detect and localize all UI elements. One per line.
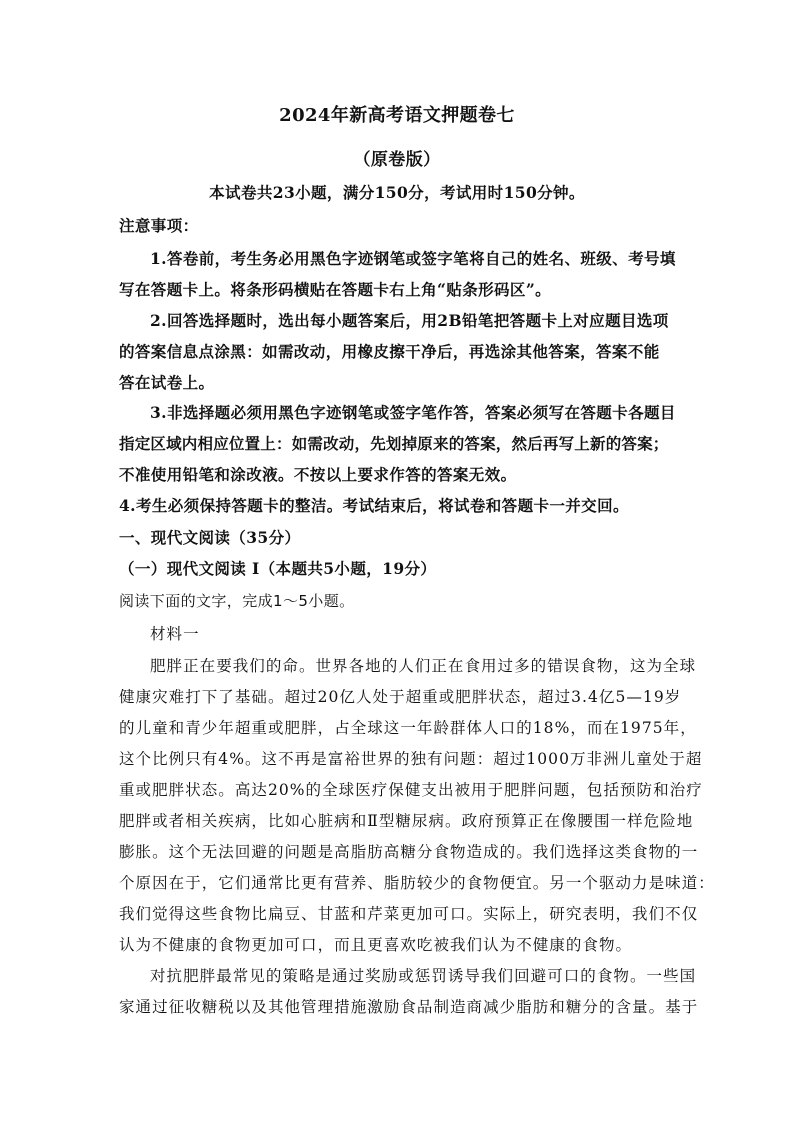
- passage-line: 健康灾难打下了基础。超过20亿人处于超重或肥胖状态，超过3.4亿5—19岁: [119, 688, 682, 706]
- passage-line: 肥胖正在要我们的命。世界各地的人们正在食用过多的错误食物，这为全球: [150, 657, 697, 675]
- subsection-heading: （一）现代文阅读 I（本题共5小题，19分）: [119, 559, 437, 578]
- note-line: 1.答卷前，考生务必用黑色字迹钢笔或签字笔将自己的姓名、班级、考号填: [150, 249, 676, 268]
- passage-line: 的儿童和青少年超重或肥胖，占全球这一年龄群体人口的18%，而在1975年，: [119, 719, 697, 737]
- exam-summary: 本试卷共23小题，满分150分，考试用时150分钟。: [209, 183, 585, 202]
- note-line: 4.考生必须保持答题卡的整洁。考试结束后，将试卷和答题卡一并交回。: [119, 496, 629, 515]
- passage-line: 认为不健康的食物更加可口，而且更喜欢吃被我们认为不健康的食物。: [119, 936, 633, 954]
- passage-line: 重或肥胖状态。高达20%的全球医疗保健支出被用于肥胖问题，包括预防和治疗: [119, 781, 703, 799]
- note-line: 写在答题卡上。将条形码横贴在答题卡右上角“贴条形码区”。: [119, 280, 552, 299]
- note-line: 指定区域内相应位置上：如需改动，先划掉原来的答案，然后再写上新的答案；: [119, 434, 669, 453]
- passage-line: 这个比例只有4%。这不再是富裕世界的独有问题：超过1000万非洲儿童处于超: [119, 750, 703, 768]
- reading-instruction: 阅读下面的文字，完成1～5小题。: [119, 592, 355, 610]
- page-title: 2024年新高考语文押题卷七: [279, 105, 515, 126]
- note-line: 不准使用铅笔和涂改液。不按以上要求作答的答案无效。: [119, 465, 517, 484]
- note-line: 的答案信息点涂黑：如需改动，用橡皮擦干净后，再选涂其他答案，答案不能: [119, 342, 660, 361]
- material-label: 材料一: [150, 625, 200, 643]
- page-subtitle: （原卷版）: [353, 150, 441, 170]
- passage-line: 膨胀。这个无法回避的问题是高脂肪高糖分食物造成的。我们选择这类食物的一: [119, 843, 699, 861]
- passage-line: 我们觉得这些食物比扁豆、甘蓝和芹菜更加可口。实际上，研究表明，我们不仅: [119, 905, 699, 923]
- note-line: 3.非选择题必须用黑色字迹钢笔或签字笔作答，答案必须写在答题卡各题目: [150, 403, 676, 422]
- section-heading: 一、现代文阅读（35分）: [119, 528, 301, 547]
- note-line: 2.回答选择题时，选出每小题答案后，用2B铅笔把答题卡上对应题目选项: [150, 311, 669, 330]
- passage-line: 家通过征收糖税以及其他管理措施激励食品制造商减少脂肪和糖分的含量。基于: [119, 998, 699, 1016]
- passage-line: 对抗肥胖最常见的策略是通过奖励或惩罚诱导我们回避可口的食物。一些国: [150, 967, 697, 985]
- passage-line: 个原因在于，它们通常比更有营养、脂肪较少的食物便宜。另一个驱动力是味道：: [119, 874, 715, 892]
- passage-line: 肥胖或者相关疾病，比如心脏病和Ⅱ型糖尿病。政府预算正在像腰围一样危险地: [119, 812, 694, 830]
- note-line: 答在试卷上。: [119, 373, 215, 392]
- notes-heading: 注意事项：: [119, 216, 199, 235]
